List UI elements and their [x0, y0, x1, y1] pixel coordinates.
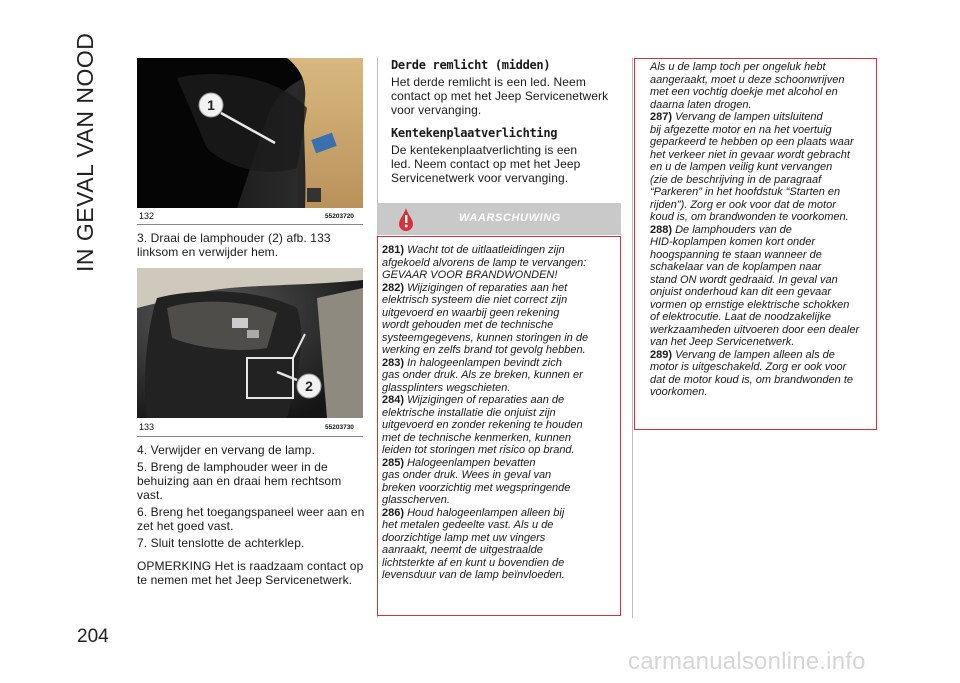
column-divider	[632, 58, 633, 618]
warning-item-line	[382, 494, 450, 507]
warning-item-line	[382, 382, 510, 395]
note-item-line	[650, 374, 853, 387]
warning-text: doorzichtige lamp met uw vingers	[382, 531, 546, 544]
note-item-line	[650, 386, 707, 399]
warning-number: 284)	[382, 394, 405, 406]
step-5-line-1: 5. Breng de lamphouder weer in de	[137, 460, 328, 474]
note-item-line	[650, 274, 838, 287]
warning-item-line	[382, 432, 571, 445]
notes-intro-line: Als u de lamp toch per ongeluk hebt	[650, 61, 826, 73]
warning-text: wordt gehouden met de technische	[382, 319, 554, 331]
note-text: onjuist onderhoud kan dit een gevaar	[650, 286, 832, 298]
step-5-line-3: vast.	[137, 488, 163, 502]
warning-item-line	[382, 419, 583, 432]
warning-item-line	[382, 394, 564, 407]
warning-text: systeemgegevens, kunnen storingen in de	[382, 331, 589, 344]
figure-132-code: 55203720	[325, 213, 354, 220]
warning-text: leiden tot storingen met risico op brand.	[382, 444, 575, 456]
warning-number: 285)	[382, 456, 405, 469]
warning-number: 286)	[382, 506, 405, 519]
note-text: koud is, om brandwonden te voorkomen.	[650, 211, 849, 223]
note-item-line	[650, 349, 835, 362]
note-item-line	[650, 124, 832, 137]
note-item-line	[650, 161, 832, 174]
note-text: werkzaamheden uitvoeren door een dealer	[650, 323, 860, 336]
notes-intro-line: daarna laten drogen.	[650, 98, 752, 111]
warning-item-line	[382, 457, 536, 470]
note-text: dat de motor koud is, om brandwonden te	[650, 373, 854, 386]
third-brake-light-text: voor vervanging.	[391, 103, 482, 117]
note-number: 287)	[650, 111, 673, 123]
figure-132-number: 132	[139, 211, 155, 221]
warning-text: elektrisch systeem die niet correct zijn	[382, 294, 568, 306]
note-text: schakelaar van de koplampen naar	[650, 261, 822, 273]
step-3-line-2: linksom en verwijder hem.	[137, 245, 279, 259]
notes-intro-line: aangeraakt, moet u deze schoonwrijven	[650, 73, 845, 86]
warning-item-line	[382, 569, 565, 582]
third-brake-light-text: contact op met het Jeep Servicenetwerk	[391, 89, 609, 103]
note-item-line	[650, 136, 854, 149]
note-text: het verkeer niet in gevaar wordt gebracht	[650, 148, 850, 161]
warning-icon	[396, 207, 416, 231]
note-item-line	[650, 211, 849, 224]
warning-item-line	[382, 507, 564, 520]
page-number: 204	[77, 626, 109, 647]
step-5-line-2: behuizing aan en draai hem rechtsom	[137, 474, 342, 488]
figure-133-photo	[137, 268, 363, 418]
note-text: hoogspanning te staan wanneer de	[650, 248, 822, 261]
note-text: en u de lampen veilig kunt vervangen	[650, 161, 833, 173]
note-item-line	[650, 236, 815, 249]
warning-text: lichtsterkte af en kunt u bovendien de	[382, 556, 565, 569]
note-number: 288)	[650, 223, 673, 236]
plate-light-text: led. Neem contact op met het Jeep	[391, 157, 581, 171]
remark-line-1: OPMERKING Het is raadzaam contact op	[137, 559, 364, 573]
note-item-line	[650, 361, 846, 374]
figure-132-photo	[137, 58, 363, 208]
warning-item-line	[382, 544, 543, 557]
note-item-line	[650, 336, 794, 349]
note-text: van het Jeep Servicenetwerk.	[650, 336, 795, 348]
note-item-line	[650, 174, 821, 187]
note-item-line	[650, 199, 836, 212]
warning-text: gas onder druk. Als ze breken, kunnen er	[382, 369, 583, 381]
note-item-line	[650, 299, 849, 312]
note-text: Vervang de lampen uitsluitend	[675, 111, 823, 123]
caption-rule	[137, 436, 363, 437]
warning-item-line	[382, 469, 551, 482]
note-item-line	[650, 111, 823, 124]
note-item-line	[650, 186, 840, 199]
warning-item-line	[382, 532, 545, 545]
note-item-line	[650, 249, 822, 262]
warning-text: breken voorzichtig met wegspringende	[382, 481, 571, 494]
warning-text: gas onder druk. Wees in geval van	[382, 469, 552, 481]
warning-item-line	[382, 332, 588, 345]
notes-intro-line: met een vochtig doekje met alcohol en	[650, 86, 838, 98]
warning-item-line	[382, 407, 556, 420]
note-text: geparkeerd te hebben op een plaats waar	[650, 136, 854, 148]
warning-item-line	[382, 519, 553, 532]
note-text: “Parkeren” in het hoofdstuk “Starten en	[650, 186, 841, 198]
step-6-line-2: zet het goed vast.	[137, 519, 234, 533]
note-item-line	[650, 261, 821, 274]
note-item-line	[650, 311, 831, 324]
plate-light-text: Servicenetwerk voor vervanging.	[391, 171, 569, 185]
warning-item-line	[382, 344, 586, 357]
plate-light-text: De kentekenplaatverlichting is een	[391, 143, 578, 157]
figure-133-callout: 2	[305, 378, 313, 394]
note-text: motor is uitgeschakeld. Zorg er ook voor	[650, 361, 847, 373]
remark-line-2: te nemen met het Jeep Servicenetwerk.	[137, 573, 353, 587]
warning-item-line	[382, 257, 586, 270]
figure-132-callout: 1	[207, 97, 215, 113]
note-text: Vervang de lampen alleen als de	[675, 348, 835, 361]
warning-banner	[377, 203, 621, 235]
warning-text: Wijzigingen of reparaties aan de	[407, 394, 565, 406]
warning-text: aanraakt, neemt de uitgestraalde	[382, 544, 543, 556]
warning-item-line	[382, 444, 575, 457]
warning-text: het metalen gedeelte vast. Als u de	[382, 519, 554, 531]
warning-text: glassplinters wegschieten.	[382, 381, 511, 394]
section-title-text: IN GEVAL VAN NOOD	[72, 32, 98, 272]
warning-label: WAARSCHUWING	[459, 212, 561, 224]
warning-item-line	[382, 244, 565, 257]
warning-text: met de technische kenmerken, kunnen	[382, 431, 571, 444]
third-brake-light-text: Het derde remlicht is een led. Neem	[391, 75, 586, 89]
warning-number: 281)	[382, 244, 405, 256]
section-title	[72, 32, 102, 272]
note-text: stand ON wordt gedraaid. In geval van	[650, 273, 838, 286]
warning-text: afgekoeld alvorens de lamp te vervangen:	[382, 256, 587, 269]
warning-item-line	[382, 294, 567, 307]
warning-item-line	[382, 269, 557, 282]
warning-text: uitgevoerd en waarbij geen rekening	[382, 306, 560, 319]
warning-text: elektrische installatie die onjuist zijn	[382, 406, 556, 419]
warning-item-line	[382, 307, 559, 320]
warning-item-line	[382, 482, 570, 495]
plate-light-heading: Kentekenplaatverlichting	[391, 126, 558, 140]
figure-133-number: 133	[139, 422, 155, 432]
step-4: 4. Verwijder en vervang de lamp.	[137, 443, 315, 457]
warning-text: Wacht tot de uitlaatleidingen zijn	[407, 244, 565, 256]
third-brake-light-heading: Derde remlicht (midden)	[391, 58, 551, 72]
note-text: (zie de beschrijving in de paragraaf	[650, 173, 822, 186]
warning-text: glasscherven.	[382, 494, 450, 506]
note-text: HID-koplampen komen kort onder	[650, 236, 816, 248]
warning-text: Houd halogeenlampen alleen bij	[407, 506, 565, 519]
watermark: carmanualsonline.info	[628, 648, 866, 675]
note-text: bij afgezette motor en na het voertuig	[650, 123, 832, 136]
note-item-line	[650, 324, 859, 337]
warning-number: 282)	[382, 281, 405, 294]
warning-text: levensduur van de lamp beïnvloeden.	[382, 569, 565, 581]
note-text: De lamphouders van de	[675, 223, 792, 236]
caption-rule	[137, 224, 363, 225]
note-text: vormen op ernstige elektrische schokken	[650, 298, 850, 311]
warning-text: GEVAAR VOOR BRANDWONDEN!	[382, 269, 558, 281]
warning-text: Halogeenlampen bevatten	[407, 456, 536, 469]
warning-item-line	[382, 282, 567, 295]
step-6-line-1: 6. Breng het toegangspaneel weer aan en	[137, 505, 365, 519]
note-number: 289)	[650, 348, 673, 361]
note-text: voorkomen.	[650, 386, 708, 398]
figure-133-code: 55203730	[325, 424, 354, 431]
warning-item-line	[382, 319, 553, 332]
note-item-line	[650, 149, 850, 162]
note-text: rijden”). Zorg er ook voor dat de motor	[650, 198, 836, 211]
warning-item-line	[382, 369, 583, 382]
warning-text: In halogeenlampen bevindt zich	[407, 356, 562, 369]
warning-text: werking en zelfs brand tot gevolg hebben.	[382, 344, 586, 356]
note-text: of elektrocutie. Laat de noodzakelijke	[650, 311, 832, 323]
warning-number: 283)	[382, 356, 405, 369]
warning-text: Wijzigingen of reparaties aan het	[407, 281, 568, 294]
warning-item-line	[382, 357, 562, 370]
warning-text: uitgevoerd en zonder rekening te houden	[382, 419, 583, 431]
warning-item-line	[382, 557, 564, 570]
note-item-line	[650, 224, 792, 237]
step-3-line-1: 3. Draai de lamphouder (2) afb. 133	[137, 231, 331, 245]
note-item-line	[650, 286, 831, 299]
step-7: 7. Sluit tenslotte de achterklep.	[137, 536, 305, 550]
